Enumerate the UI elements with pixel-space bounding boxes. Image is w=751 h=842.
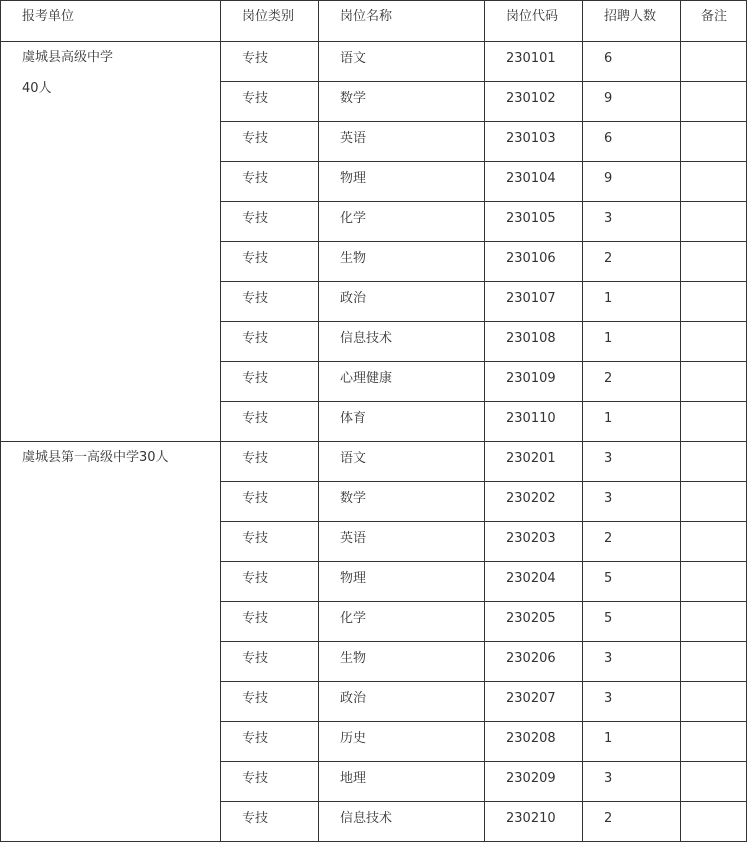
- count-cell: [583, 162, 681, 202]
- position-code-cell: [485, 442, 583, 482]
- category-cell-text: 专技: [242, 451, 269, 466]
- header-count: 招聘人数: [583, 1, 681, 42]
- count-cell: [583, 362, 681, 402]
- header-position-name: 岗位名称: [319, 1, 485, 42]
- remark-cell: [681, 82, 747, 122]
- remark-cell: [681, 602, 747, 642]
- count-cell: [583, 482, 681, 522]
- position-name-cell: [319, 402, 485, 442]
- position-name-cell: [319, 82, 485, 122]
- position-code-cell-text: 230205: [506, 611, 556, 626]
- position-name-cell-text: 政治: [340, 691, 367, 706]
- count-cell-text: 3: [604, 651, 613, 666]
- unit-name: 虞城县高级中学: [22, 50, 114, 65]
- unit-cell: [1, 442, 221, 842]
- category-cell-text: 专技: [242, 51, 269, 66]
- position-name-cell: [319, 562, 485, 602]
- category-cell-text: 专技: [242, 251, 269, 266]
- position-code-cell: [485, 602, 583, 642]
- remark-cell: [681, 682, 747, 722]
- count-cell: [583, 82, 681, 122]
- position-code-cell: [485, 362, 583, 402]
- unit-quota: 40人: [22, 81, 52, 96]
- position-name-cell: [319, 122, 485, 162]
- position-name-cell: [319, 722, 485, 762]
- count-cell-text: 3: [604, 451, 613, 466]
- category-cell: [221, 442, 319, 482]
- category-cell: [221, 562, 319, 602]
- position-code-cell: [485, 762, 583, 802]
- remark-cell-text: [701, 442, 746, 451]
- position-name-cell-text: 信息技术: [340, 331, 393, 346]
- position-name-cell: [319, 42, 485, 82]
- category-cell: [221, 802, 319, 842]
- category-cell-text: 专技: [242, 691, 269, 706]
- position-code-cell-text: 230201: [506, 451, 556, 466]
- header-position-code: 岗位代码: [485, 1, 583, 42]
- position-code-cell: [485, 682, 583, 722]
- remark-cell: [681, 242, 747, 282]
- count-cell-text: 6: [604, 51, 613, 66]
- position-code-cell: [485, 82, 583, 122]
- category-cell: [221, 242, 319, 282]
- count-cell: [583, 282, 681, 322]
- remark-cell: [681, 482, 747, 522]
- remark-cell-text: [701, 802, 746, 811]
- position-code-cell: [485, 42, 583, 82]
- position-name-cell: [319, 322, 485, 362]
- category-cell: [221, 202, 319, 242]
- count-cell-text: 3: [604, 771, 613, 786]
- category-cell-text: 专技: [242, 331, 269, 346]
- count-cell-text: 5: [604, 571, 613, 586]
- remark-cell-text: [701, 162, 746, 171]
- remark-cell-text: [701, 282, 746, 291]
- category-cell-text: 专技: [242, 491, 269, 506]
- position-code-cell: [485, 562, 583, 602]
- count-cell-text: 5: [604, 611, 613, 626]
- remark-cell: [681, 442, 747, 482]
- remark-cell-text: [701, 242, 746, 251]
- position-name-cell: [319, 642, 485, 682]
- count-cell: [583, 402, 681, 442]
- count-cell-text: 9: [604, 171, 613, 186]
- position-code-cell-text: 230105: [506, 211, 556, 226]
- remark-cell: [681, 642, 747, 682]
- category-cell: [221, 282, 319, 322]
- category-cell: [221, 402, 319, 442]
- position-name-cell-text: 政治: [340, 291, 367, 306]
- position-code-cell-text: 230202: [506, 491, 556, 506]
- position-code-cell-text: 230101: [506, 51, 556, 66]
- position-code-cell-text: 230210: [506, 811, 556, 826]
- position-code-cell: [485, 522, 583, 562]
- category-cell: [221, 322, 319, 362]
- position-code-cell: [485, 642, 583, 682]
- table-row: [1, 442, 747, 482]
- position-name-cell: [319, 442, 485, 482]
- remark-cell-text: [701, 602, 746, 611]
- category-cell: [221, 362, 319, 402]
- category-cell: [221, 522, 319, 562]
- remark-cell: [681, 522, 747, 562]
- count-cell: [583, 42, 681, 82]
- remark-cell-text: [701, 322, 746, 331]
- count-cell-text: 9: [604, 91, 613, 106]
- header-unit: 报考单位: [1, 1, 221, 42]
- remark-cell-text: [701, 522, 746, 531]
- remark-cell-text: [701, 682, 746, 691]
- count-cell-text: 3: [604, 211, 613, 226]
- remark-cell-text: [701, 482, 746, 491]
- position-name-cell: [319, 242, 485, 282]
- category-cell: [221, 722, 319, 762]
- position-code-cell-text: 230104: [506, 171, 556, 186]
- category-cell-text: 专技: [242, 91, 269, 106]
- count-cell-text: 2: [604, 251, 613, 266]
- count-cell: [583, 322, 681, 362]
- category-cell-text: 专技: [242, 211, 269, 226]
- count-cell: [583, 802, 681, 842]
- table-body: [1, 1, 747, 842]
- position-name-cell-text: 化学: [340, 611, 367, 626]
- position-code-cell: [485, 402, 583, 442]
- remark-cell: [681, 42, 747, 82]
- remark-cell-text: [701, 642, 746, 651]
- remark-cell: [681, 162, 747, 202]
- position-name-cell-text: 历史: [340, 731, 367, 746]
- category-cell-text: 专技: [242, 571, 269, 586]
- position-name-cell-text: 心理健康: [340, 371, 393, 386]
- count-cell-text: 3: [604, 691, 613, 706]
- position-code-cell-text: 230204: [506, 571, 556, 586]
- position-code-cell-text: 230209: [506, 771, 556, 786]
- position-name-cell-text: 物理: [340, 171, 367, 186]
- count-cell-text: 6: [604, 131, 613, 146]
- position-code-cell-text: 230103: [506, 131, 556, 146]
- position-name-cell-text: 生物: [340, 251, 367, 266]
- position-name-cell-text: 生物: [340, 651, 367, 666]
- unit-name: 虞城县第一高级中学30人: [22, 450, 169, 465]
- category-cell: [221, 762, 319, 802]
- count-cell-text: 2: [604, 531, 613, 546]
- position-name-cell: [319, 802, 485, 842]
- position-name-cell-text: 数学: [340, 491, 367, 506]
- header-remark: 备注: [681, 1, 747, 42]
- category-cell: [221, 162, 319, 202]
- count-cell: [583, 682, 681, 722]
- count-cell-text: 1: [604, 291, 613, 306]
- remark-cell: [681, 122, 747, 162]
- category-cell: [221, 482, 319, 522]
- category-cell-text: 专技: [242, 811, 269, 826]
- position-name-cell: [319, 522, 485, 562]
- position-name-cell-text: 英语: [340, 531, 367, 546]
- category-cell: [221, 42, 319, 82]
- remark-cell: [681, 402, 747, 442]
- count-cell-text: 1: [604, 411, 613, 426]
- position-code-cell-text: 230102: [506, 91, 556, 106]
- category-cell-text: 专技: [242, 291, 269, 306]
- category-cell-text: 专技: [242, 771, 269, 786]
- category-cell-text: 专技: [242, 611, 269, 626]
- position-code-cell-text: 230208: [506, 731, 556, 746]
- header-row: [1, 1, 747, 42]
- category-cell-text: 专技: [242, 131, 269, 146]
- position-name-cell: [319, 162, 485, 202]
- count-cell: [583, 202, 681, 242]
- remark-cell-text: [701, 362, 746, 371]
- position-name-cell-text: 体育: [340, 411, 367, 426]
- position-name-cell-text: 信息技术: [340, 811, 393, 826]
- position-name-cell: [319, 362, 485, 402]
- category-cell-text: 专技: [242, 371, 269, 386]
- position-code-cell-text: 230108: [506, 331, 556, 346]
- count-cell-text: 2: [604, 811, 613, 826]
- unit-cell: [1, 42, 221, 442]
- category-cell-text: 专技: [242, 171, 269, 186]
- position-name-cell-text: 物理: [340, 571, 367, 586]
- position-code-cell-text: 230107: [506, 291, 556, 306]
- position-name-cell-text: 语文: [340, 451, 367, 466]
- position-code-cell-text: 230110: [506, 411, 556, 426]
- count-cell: [583, 562, 681, 602]
- position-code-cell: [485, 242, 583, 282]
- position-code-cell: [485, 322, 583, 362]
- count-cell: [583, 242, 681, 282]
- position-code-cell-text: 230206: [506, 651, 556, 666]
- category-cell-text: 专技: [242, 411, 269, 426]
- position-code-cell: [485, 122, 583, 162]
- position-name-cell-text: 英语: [340, 131, 367, 146]
- position-code-cell: [485, 282, 583, 322]
- position-name-cell: [319, 282, 485, 322]
- remark-cell-text: [701, 762, 746, 771]
- position-name-cell-text: 数学: [340, 91, 367, 106]
- table-row: [1, 42, 747, 82]
- position-code-cell: [485, 802, 583, 842]
- position-code-cell-text: 230106: [506, 251, 556, 266]
- count-cell: [583, 122, 681, 162]
- position-name-cell: [319, 202, 485, 242]
- position-code-cell-text: 230203: [506, 531, 556, 546]
- remark-cell-text: [701, 202, 746, 211]
- position-code-cell-text: 230207: [506, 691, 556, 706]
- remark-cell-text: [701, 722, 746, 731]
- count-cell: [583, 642, 681, 682]
- category-cell: [221, 642, 319, 682]
- remark-cell-text: [701, 82, 746, 91]
- remark-cell: [681, 802, 747, 842]
- remark-cell: [681, 562, 747, 602]
- count-cell: [583, 522, 681, 562]
- position-code-cell-text: 230109: [506, 371, 556, 386]
- position-name-cell: [319, 602, 485, 642]
- count-cell-text: 1: [604, 731, 613, 746]
- category-cell: [221, 602, 319, 642]
- header-category: 岗位类别: [221, 1, 319, 42]
- count-cell: [583, 722, 681, 762]
- category-cell-text: 专技: [242, 531, 269, 546]
- category-cell-text: 专技: [242, 651, 269, 666]
- category-cell: [221, 122, 319, 162]
- remark-cell-text: [701, 122, 746, 131]
- remark-cell-text: [701, 42, 746, 51]
- position-name-cell-text: 地理: [340, 771, 367, 786]
- count-cell: [583, 762, 681, 802]
- remark-cell: [681, 282, 747, 322]
- position-name-cell-text: 化学: [340, 211, 367, 226]
- remark-cell: [681, 762, 747, 802]
- count-cell-text: 3: [604, 491, 613, 506]
- position-name-cell: [319, 482, 485, 522]
- position-name-cell: [319, 762, 485, 802]
- count-cell: [583, 602, 681, 642]
- remark-cell: [681, 202, 747, 242]
- category-cell: [221, 682, 319, 722]
- remark-cell-text: [701, 562, 746, 571]
- position-name-cell: [319, 682, 485, 722]
- remark-cell: [681, 322, 747, 362]
- category-cell-text: 专技: [242, 731, 269, 746]
- position-code-cell: [485, 162, 583, 202]
- position-name-cell-text: 语文: [340, 51, 367, 66]
- position-code-cell: [485, 202, 583, 242]
- category-cell: [221, 82, 319, 122]
- remark-cell-text: [701, 402, 746, 411]
- count-cell-text: 2: [604, 371, 613, 386]
- remark-cell: [681, 722, 747, 762]
- position-code-cell: [485, 722, 583, 762]
- remark-cell: [681, 362, 747, 402]
- count-cell-text: 1: [604, 331, 613, 346]
- position-code-cell: [485, 482, 583, 522]
- count-cell: [583, 442, 681, 482]
